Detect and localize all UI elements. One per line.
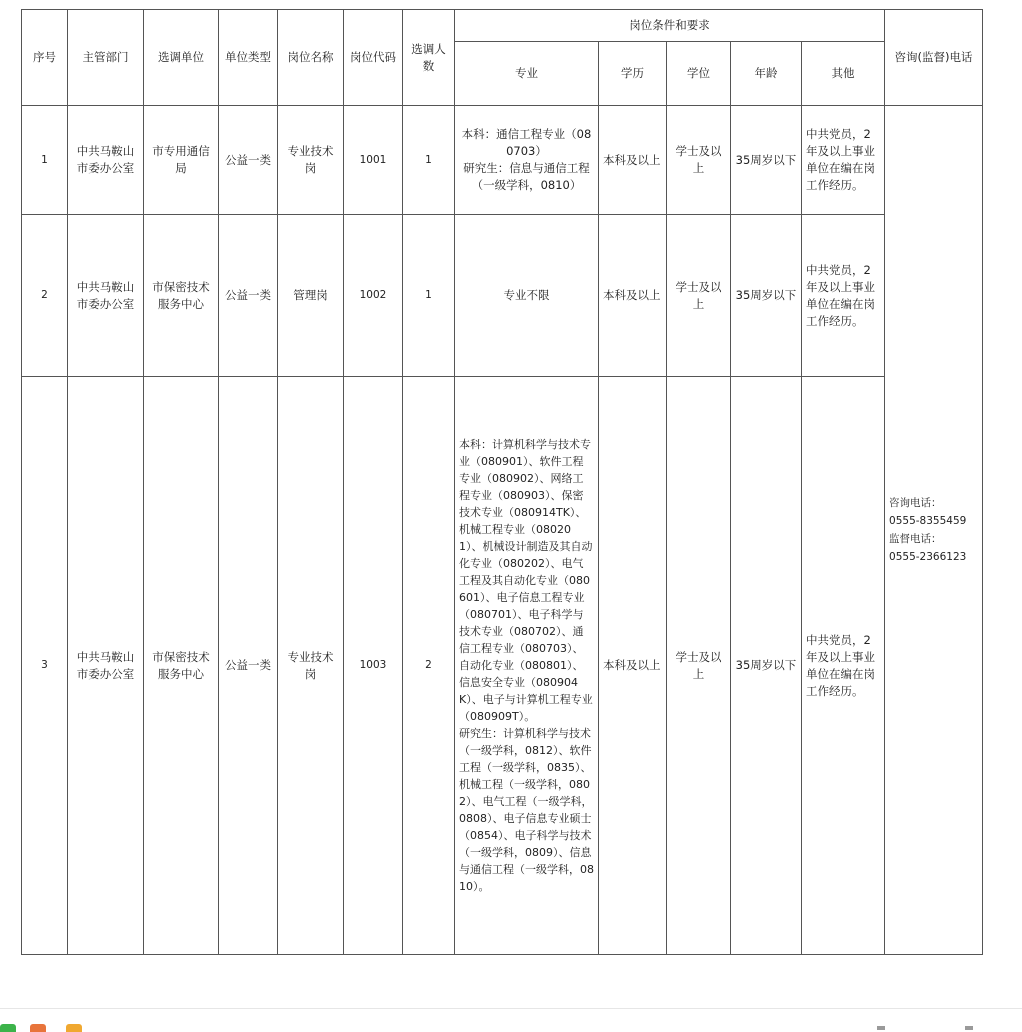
- header-dept: 主管部门: [68, 10, 144, 106]
- header-other: 其他: [802, 42, 885, 106]
- cell-post-name: 管理岗: [278, 215, 344, 377]
- cell-post-name: 专业技术岗: [278, 106, 344, 215]
- supervise-number: 0555-2366123: [889, 551, 967, 563]
- cell-degree: 学士及以上: [667, 377, 731, 955]
- header-conditions: 岗位条件和要求: [455, 10, 885, 42]
- cell-unit: 市保密技术服务中心: [144, 215, 219, 377]
- toolbar-mark-icon[interactable]: [877, 1026, 885, 1030]
- share-orange-icon[interactable]: [30, 1024, 46, 1032]
- cell-education: 本科及以上: [599, 377, 667, 955]
- toolbar-mark-icon[interactable]: [965, 1026, 973, 1030]
- cell-post-code: 1002: [344, 215, 403, 377]
- supervise-label: 监督电话：: [889, 533, 942, 545]
- header-major: 专业: [455, 42, 599, 106]
- share-green-icon[interactable]: [0, 1024, 16, 1032]
- cell-education: 本科及以上: [599, 106, 667, 215]
- consult-label: 咨询电话：: [889, 497, 942, 509]
- header-phone: 咨询(监督)电话: [885, 10, 983, 106]
- cell-seq: 2: [22, 215, 68, 377]
- cell-quota: 2: [403, 377, 455, 955]
- header-age: 年龄: [731, 42, 802, 106]
- cell-unit-type: 公益一类: [219, 106, 278, 215]
- header-education: 学历: [599, 42, 667, 106]
- cell-other: 中共党员，2年及以上事业单位在编在岗工作经历。: [802, 106, 885, 215]
- contact-cell: [885, 106, 983, 955]
- cell-unit: 市专用通信局: [144, 106, 219, 215]
- cell-other: 中共党员，2年及以上事业单位在编在岗工作经历。: [802, 215, 885, 377]
- cell-age: 35周岁以下: [731, 106, 802, 215]
- header-post-code: 岗位代码: [344, 10, 403, 106]
- share-yellow-icon[interactable]: [66, 1024, 82, 1032]
- cell-post-name: 专业技术岗: [278, 377, 344, 955]
- footer-divider: [0, 1008, 1022, 1009]
- header-unit-type: 单位类型: [219, 10, 278, 106]
- cell-post-code: 1003: [344, 377, 403, 955]
- cell-quota: 1: [403, 106, 455, 215]
- table-row: [22, 106, 983, 215]
- header-unit: 选调单位: [144, 10, 219, 106]
- header-quota: 选调人数: [403, 10, 455, 106]
- cell-major: 本科：通信工程专业（080703） 研究生：信息与通信工程（一级学科，0810）: [455, 106, 599, 215]
- cell-post-code: 1001: [344, 106, 403, 215]
- cell-age: 35周岁以下: [731, 377, 802, 955]
- cell-unit-type: 公益一类: [219, 215, 278, 377]
- table-row: [22, 377, 983, 955]
- header-post-name: 岗位名称: [278, 10, 344, 106]
- cell-quota: 1: [403, 215, 455, 377]
- cell-unit-type: 公益一类: [219, 377, 278, 955]
- cell-major: 本科：计算机科学与技术专业（080901）、软件工程专业（080902）、网络工程专业（080903）、保密技术专业（080914TK）、机械工程专业（080201）、机械设计制造及其自动化专业（080202）、电气工程及其自动化专业（080601）、电子信息工程专业（080701）、电子科学与技术专业（080702）、通信工程专业（080703）、自动化专业（080801）、信息安全专业（080904K）、电子与计算机工程专业（080909T）。 研究生：计算机科学与技术（一级学科，0812）、软件工程（一级学科，0835）、机械工程（一级学科，0802）、电气工程（一级学科，0808）、电子信息专业硕士（0854）、电子科学与技术（一级学科，0809）、信息与通信工程（一级学科，0810）。: [455, 377, 599, 955]
- header-degree: 学位: [667, 42, 731, 106]
- cell-major: 专业不限: [455, 215, 599, 377]
- cell-dept: 中共马鞍山市委办公室: [68, 215, 144, 377]
- header-row: [22, 10, 983, 42]
- cell-seq: 1: [22, 106, 68, 215]
- cell-age: 35周岁以下: [731, 215, 802, 377]
- cell-seq: 3: [22, 377, 68, 955]
- consult-number: 0555-8355459: [889, 515, 967, 527]
- cell-other: 中共党员，2年及以上事业单位在编在岗工作经历。: [802, 377, 885, 955]
- header-seq: 序号: [22, 10, 68, 106]
- cell-dept: 中共马鞍山市委办公室: [68, 377, 144, 955]
- table-row: [22, 215, 983, 377]
- cell-unit: 市保密技术服务中心: [144, 377, 219, 955]
- cell-dept: 中共马鞍山市委办公室: [68, 106, 144, 215]
- cell-degree: 学士及以上: [667, 106, 731, 215]
- cell-education: 本科及以上: [599, 215, 667, 377]
- recruitment-table: [21, 9, 983, 955]
- cell-degree: 学士及以上: [667, 215, 731, 377]
